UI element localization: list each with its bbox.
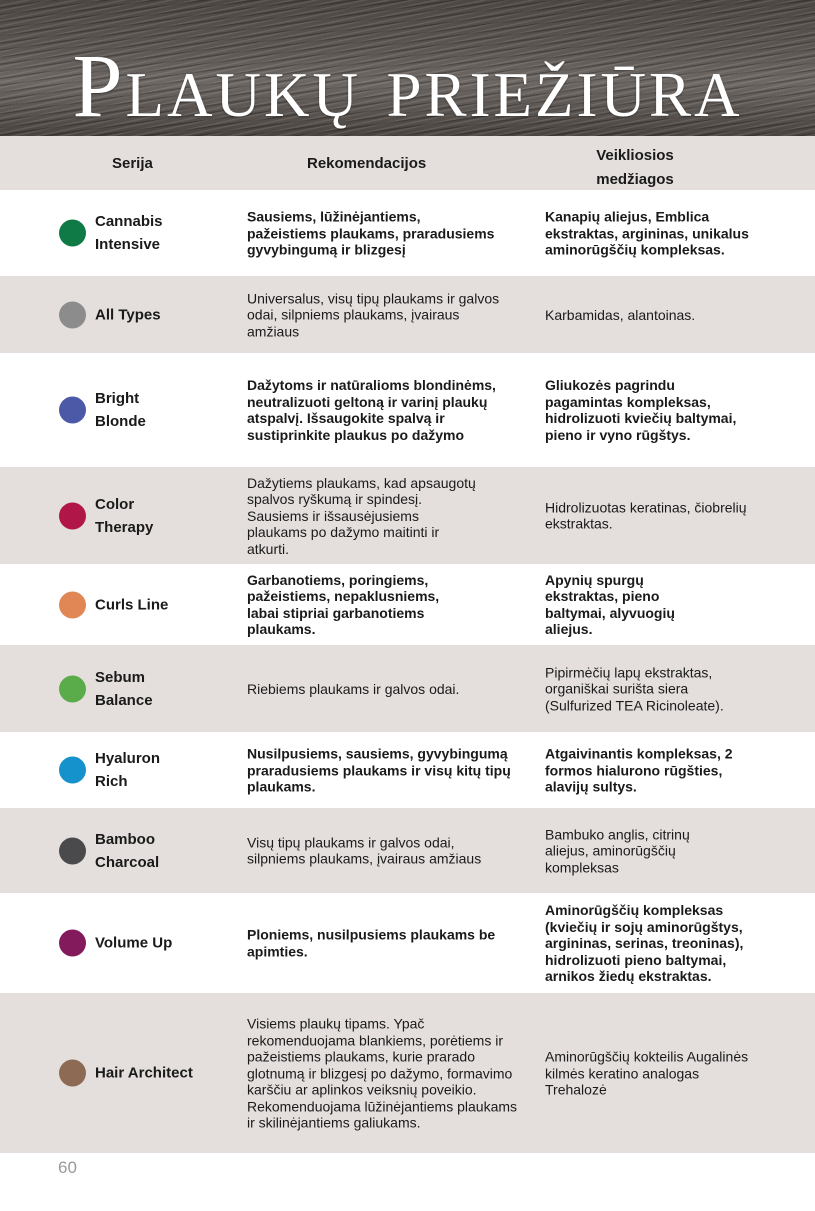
series-name: Volume Up [95, 934, 173, 952]
hair-banner [0, 0, 815, 136]
color-dot [59, 502, 86, 529]
page-title: Plaukų priežiūra [72, 37, 743, 136]
table-row [0, 467, 815, 564]
series-name: Hair Architect [95, 1064, 193, 1082]
header-rekomendacijos: Rekomendacijos [307, 155, 427, 172]
table-row [0, 645, 815, 732]
recommendation-text: Garbanotiems, poringiems, pažeistiems, nepaklusniems, labai stipriai garbanotiems plaukams. [247, 571, 440, 637]
table-header [0, 136, 815, 190]
actives-text: Bambuko anglis, citrinų aliejus, aminorūgščių kompleksas [545, 825, 690, 875]
color-dot [59, 930, 86, 957]
recommendation-text: Dažytiems plaukams, kad apsaugotų spalvos ryškumą ir spindesį. Sausiems ir išsausėjusiems plaukams po dažymo maitinti ir atkurti. [247, 474, 476, 557]
table-row [0, 993, 815, 1153]
color-dot [59, 397, 86, 424]
color-dot [59, 301, 86, 328]
recommendation-text: Sausiems, lūžinėjantiems, pažeistiems plaukams, praradusiems gyvybingumą ir blizgesį [247, 208, 495, 258]
series-name: Curls Line [95, 596, 169, 613]
header-serija: Serija [112, 155, 153, 172]
table-row [0, 353, 815, 467]
actives-text: Hidrolizuotas keratinas, čiobrelių ekstraktas. [545, 499, 747, 532]
table-row [0, 732, 815, 808]
actives-text: Gliukozės pagrindu pagamintas kompleksas, hidrolizuoti kviečių baltymai, pieno ir vyno rūgštys. [545, 377, 737, 443]
table-row [0, 190, 815, 276]
actives-text: Atgaivinantis kompleksas, 2 formos hialurono rūgšties, alavijų sultys. [545, 745, 733, 795]
recommendation-text: Ploniems, nusilpusiems plaukams be apimties. [247, 926, 496, 959]
series-name: Color Therapy [95, 495, 154, 536]
series-name: Bright Blonde [95, 390, 146, 430]
series-name: Sebum Balance [95, 668, 153, 709]
table-row [0, 893, 815, 993]
recommendation-text: Visų tipų plaukams ir galvos odai, silpniems plaukams, įvairaus amžiaus [247, 834, 482, 867]
actives-text: Aminorūgščių kompleksas (kviečių ir sojų aminorūgštys, argininas, serinas, treoninas), hidrolizuoti pieno baltymai, arnikos žiedų ekstraktas. [545, 901, 744, 984]
color-dot [59, 1060, 86, 1087]
color-dot [59, 220, 86, 247]
table-row [0, 564, 815, 645]
series-name: Hyaluron Rich [95, 750, 161, 790]
series-name: All Types [95, 306, 161, 323]
series-name: Cannabis Intensive [95, 213, 163, 253]
recommendation-text: Nusilpusiems, sausiems, gyvybingumą praradusiems plaukams ir visų kitų tipų plaukams. [247, 745, 511, 795]
table-row [0, 808, 815, 893]
product-table [0, 136, 815, 1153]
color-dot [59, 675, 86, 702]
actives-text: Karbamidas, alantoinas. [545, 306, 696, 323]
actives-text: Pipirmėčių lapų ekstraktas, organiškai surišta siera (Sulfurized TEA Ricinoleate). [545, 663, 724, 713]
color-dot [59, 591, 86, 618]
recommendation-text: Universalus, visų tipų plaukams ir galvos odai, silpniems plaukams, įvairaus amžiaus [247, 289, 500, 339]
actives-text: Aminorūgščių kokteilis Augalinės kilmės keratino analogas Trehalozė [545, 1048, 749, 1098]
recommendation-text: Visiems plaukų tipams. Ypač rekomenduojama blankiems, porėtiems ir pažeistiems plaukams, kurie prarado glotnumą ir blizgesį po dažymo, formavimo karščiu ar aplinkos veiksnių poveikio. Rekomenduojama lūžinėjantiems plaukams ir skilinėjantiems galiukams. [247, 1015, 518, 1131]
recommendation-text: Dažytoms ir natūralioms blondinėms, neutralizuoti geltoną ir varinį plaukų atspalvį. Išsaugokite spalvą ir sustiprinkite plaukus po dažymo [247, 377, 496, 443]
color-dot [59, 837, 86, 864]
color-dot [59, 757, 86, 784]
recommendation-text: Riebiems plaukams ir galvos odai. [247, 680, 460, 697]
page-number: 60 [58, 1158, 77, 1177]
series-name: Bamboo Charcoal [95, 830, 160, 871]
table-row [0, 276, 815, 353]
actives-text: Kanapių aliejus, Emblica ekstraktas, argininas, unikalus aminorūgščių kompleksas. [545, 208, 749, 258]
header-veikliosios: Veikliosios medžiagos [596, 147, 674, 188]
actives-text: Apynių spurgų ekstraktas, pieno baltymai, alyvuogių aliejus. [545, 571, 675, 637]
